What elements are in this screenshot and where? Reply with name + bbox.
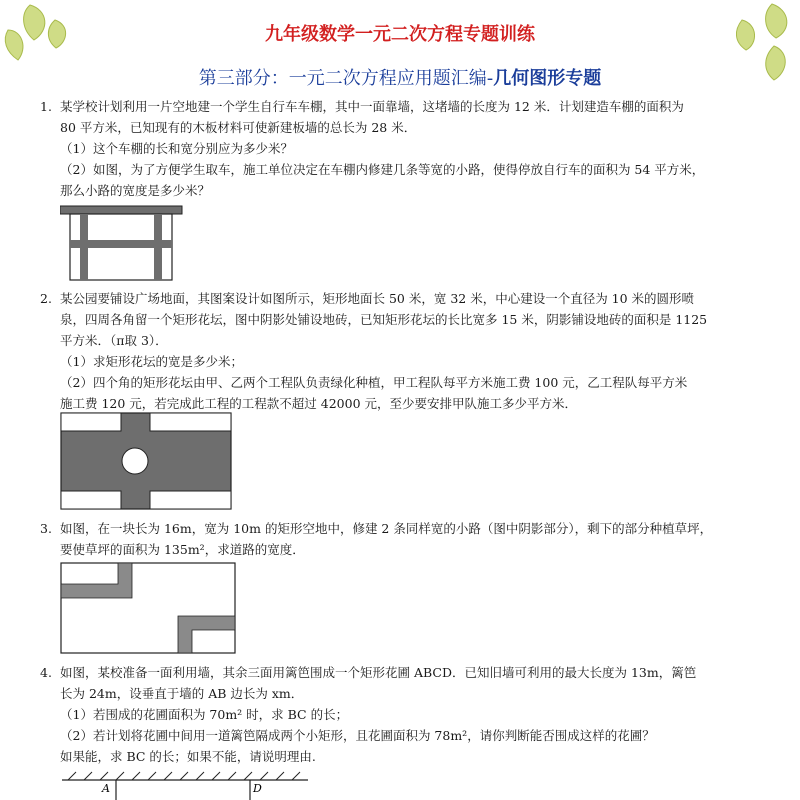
problem-line: 要使草坪的面积为 135m²，求道路的宽度． bbox=[60, 542, 305, 557]
problem-number: 3. bbox=[40, 521, 52, 536]
figure-plaza bbox=[60, 412, 232, 510]
subtitle-normal: 第三部分：一元二次方程应用题汇编- bbox=[198, 68, 494, 89]
problem-line: 如图，某校准备一面利用墙，其余三面用篱笆围成一个矩形花圃 ABCD．已知旧墙可利用的最大长度为 13m，篱笆 bbox=[60, 665, 697, 680]
problem-number: 1. bbox=[40, 99, 52, 114]
problem-number: 2. bbox=[40, 291, 52, 306]
section-subtitle bbox=[0, 64, 800, 90]
figure-garden-wall bbox=[60, 768, 310, 800]
figure-lawn-paths bbox=[60, 562, 236, 654]
problem-line: （2）若计划将花圃中间用一道篱笆隔成两个小矩形，且花圃面积为 78m²，请你判断能否围成这样的花圃？ bbox=[60, 728, 655, 743]
figure-bike-shed bbox=[60, 204, 184, 282]
problem-line: 长为 24m，设垂直于墙的 AB 边长为 xm． bbox=[60, 686, 304, 701]
problem-line: 施工费 120 元，若完成此工程的工程款不超过 42000 元，至少要安排甲队施工多少平方米． bbox=[60, 396, 578, 411]
problem-line: 如图，在一块长为 16m，宽为 10m 的矩形空地中，修建 2 条同样宽的小路（图中阴影部分），剩下的部分种植草坪， bbox=[60, 521, 713, 536]
vertex-label-d: D bbox=[253, 782, 262, 795]
subtitle-bold: 几何图形专题 bbox=[493, 68, 602, 89]
problem-line: （2）四个角的矩形花坛由甲、乙两个工程队负责绿化种植，甲工程队每平方米施工费 100 元，乙工程队每平方米 bbox=[60, 375, 688, 390]
problem-line: （1）这个车棚的长和宽分别应为多少米？ bbox=[60, 141, 293, 156]
problem-line: 如果能，求 BC 的长；如果不能，请说明理由. bbox=[60, 749, 316, 764]
problem-line: （2）如图，为了方便学生取车，施工单位决定在车棚内修建几条等宽的小路，使得停放自行车的面积为 54 平方米， bbox=[60, 162, 705, 177]
problem-number: 4. bbox=[40, 665, 52, 680]
problem-line: 某公园要铺设广场地面，其图案设计如图所示，矩形地面长 50 米，宽 32 米，中心建设一个直径为 10 米的圆形喷 bbox=[60, 291, 695, 306]
page-title: 九年级数学一元二次方程专题训练 bbox=[265, 24, 535, 45]
problem-line: 那么小路的宽度是多少米？ bbox=[60, 183, 211, 198]
problem-line: 平方米．（π取 3）． bbox=[60, 333, 168, 348]
problem-line: （1）求矩形花坛的宽是多少米； bbox=[60, 354, 243, 369]
problem-line: 某学校计划利用一片空地建一个学生自行车车棚，其中一面靠墙，这堵墙的长度为 12 米．计划建造车棚的面积为 bbox=[60, 99, 684, 114]
vertex-label-a: A bbox=[102, 782, 110, 795]
problem-line: （1）若围成的花圃面积为 70m² 时，求 BC 的长； bbox=[60, 707, 349, 722]
problem-line: 泉，四周各角留一个矩形花坛，图中阴影处铺设地砖，已知矩形花坛的长比宽多 15 米，阴影铺设地砖的面积是 1125 bbox=[60, 312, 708, 327]
problem-line: 80 平方米，已知现有的木板材料可使新建板墙的总长为 28 米． bbox=[60, 120, 417, 135]
